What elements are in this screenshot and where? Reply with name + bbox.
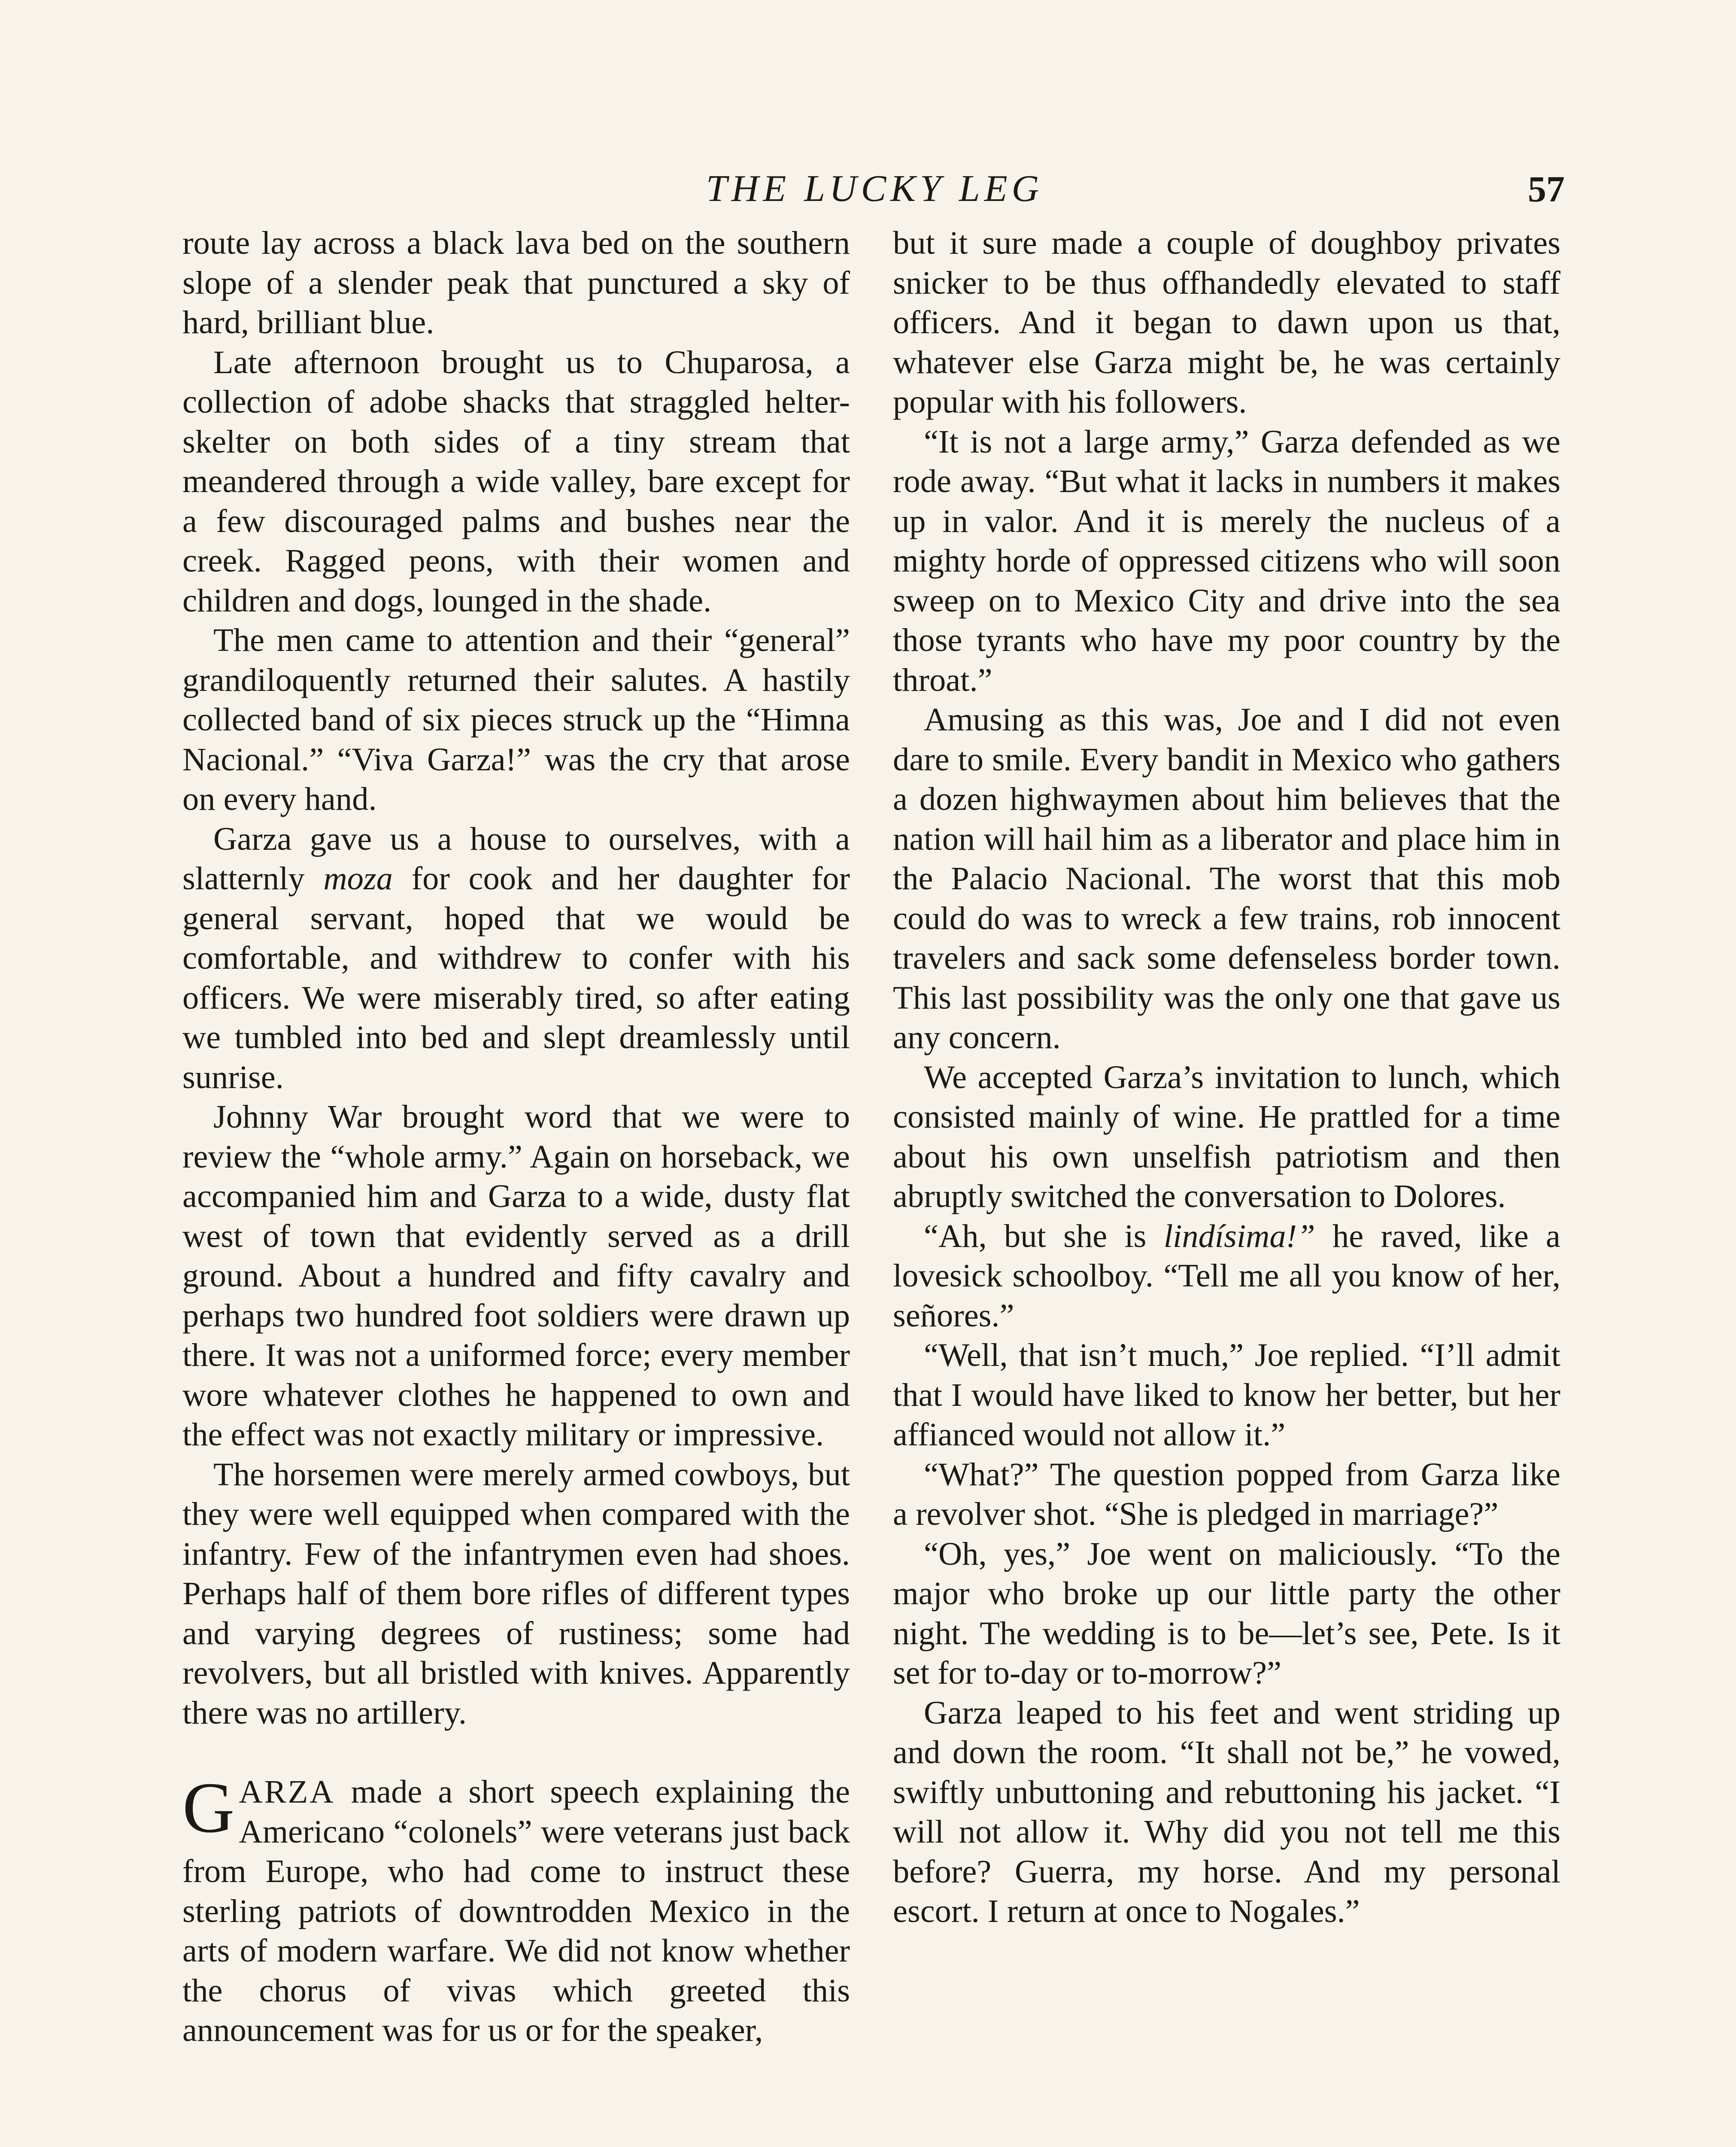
left-column — [182, 223, 850, 2050]
paragraph: Late afternoon brought us to Chuparosa, a collection of adobe shacks that straggled helter-skelter on both sides of a tiny stream that meandered through a wide valley, bare except for a few discouraged palms and bushes near the creek. Ragged peons, with their women and children and dogs, lounged in the shade. — [182, 344, 850, 619]
drop-cap: G — [182, 1768, 235, 1848]
paragraph: We accepted Garza’s invitation to lunch, which consisted mainly of wine. He prattled for a time about his own unselfish patriotism and then abruptly switched the conversation to Dolores. — [893, 1058, 1560, 1214]
paragraph: route lay across a black lava bed on the southern slope of a slender peak that punctured a sky of hard, brilliant blue. — [182, 225, 850, 341]
paragraph: “Well, that isn’t much,” Joe replied. “I’ll admit that I would have liked to know her better, but her affianced would not allow it.” — [893, 1337, 1560, 1453]
paragraph-text: made a short speech explaining the Americano “colonels” were veterans just back from Europe, who had come to instruct these sterling patriots of downtrodden Mexico in the arts of modern warfare. We did not know whether the chorus of vivas which greeted this announcement was for us or for the speaker, — [182, 1773, 850, 2048]
italic-word: lindísima!” — [1163, 1217, 1315, 1254]
page-number: 57 — [1528, 168, 1565, 210]
paragraph: Johnny War brought word that we were to review the “whole army.” Again on horseback, we accompanied him and Garza to a wide, dusty flat west of town that evidently served as a drill ground. About a hundred and fifty cavalry and perhaps two hundred foot soldiers were drawn up there. It was not a uniformed force; every member wore whatever clothes he happened to own and the effect was not exactly military or impressive. — [182, 1098, 850, 1453]
italic-word: moza — [323, 860, 393, 897]
running-title: THE LUCKY LEG — [706, 168, 1044, 210]
paragraph-text: he raved, like a lovesick schoolboy. “Tell me all you know of her, señores.” — [893, 1217, 1560, 1334]
paragraph-text: “Ah, but she is — [924, 1217, 1164, 1254]
paragraph: Garza leaped to his feet and went striding up and down the room. “It shall not be,” he vowed, swiftly unbuttoning and rebuttoning his jacket. “I will not allow it. Why did you not tell me this before? Guerra, my horse. And my personal escort. I return at once to Nogales.” — [893, 1694, 1560, 1929]
paragraph: The horsemen were merely armed cowboys, but they were well equipped when compared with the infantry. Few of the infantrymen even had shoes. Perhaps half of them bore rifles of different types and varying degrees of rustiness; some had revolvers, but all bristled with knives. Apparently there was no artillery. — [182, 1456, 850, 1731]
paragraph: “It is not a large army,” Garza defended as we rode away. “But what it lacks in numbers it makes up in valor. And it is merely the nucleus of a mighty horde of oppressed citizens who will soon sweep on to Mexico City and drive into the sea those tyrants who have my poor country by the throat.” — [893, 423, 1560, 698]
paragraph: Amusing as this was, Joe and I did not even dare to smile. Every bandit in Mexico who gathers a dozen highwaymen about him believes that the nation will hail him as a liberator and place him in the Palacio Nacional. The worst that this mob could do was to wreck a few trains, rob innocent travelers and sack some defenseless border town. This last possibility was the only one that gave us any concern. — [893, 701, 1560, 1055]
paragraph-text: Garza gave us a house to ourselves, with a slatternly — [182, 820, 850, 897]
paragraph: The men came to attention and their “general” grandiloquently returned their salutes. A hastily collected band of six pieces struck up the “Himna Nacional.” “Viva Garza!” was the cry that arose on every hand. — [182, 622, 850, 817]
paragraph — [893, 1216, 1560, 1336]
small-caps-lead: ARZA — [239, 1773, 335, 1810]
page-header — [185, 163, 1565, 215]
paragraph: “What?” The question popped from Garza like a revolver shot. “She is pledged in marriage?” — [893, 1456, 1560, 1532]
paragraph: “Oh, yes,” Joe went on maliciously. “To the major who broke up our little party the other night. The wedding is to be—let’s see, Pete. Is it set for to-day or to-morrow?” — [893, 1535, 1560, 1691]
right-column — [893, 223, 1560, 1931]
paragraph — [182, 819, 850, 1098]
paragraph: but it sure made a couple of doughboy privates snicker to be thus offhandedly elevated to staff officers. And it began to dawn upon us that, whatever else Garza might be, he was certainly popular with his followers. — [893, 225, 1560, 420]
paragraph-text: for cook and her daughter for general servant, hoped that we would be comfortable, and withdrew to confer with his officers. We were miserably tired, so after eating we tumbled into bed and slept dreamlessly until sunrise. — [182, 860, 850, 1095]
section-paragraph — [182, 1768, 850, 2050]
